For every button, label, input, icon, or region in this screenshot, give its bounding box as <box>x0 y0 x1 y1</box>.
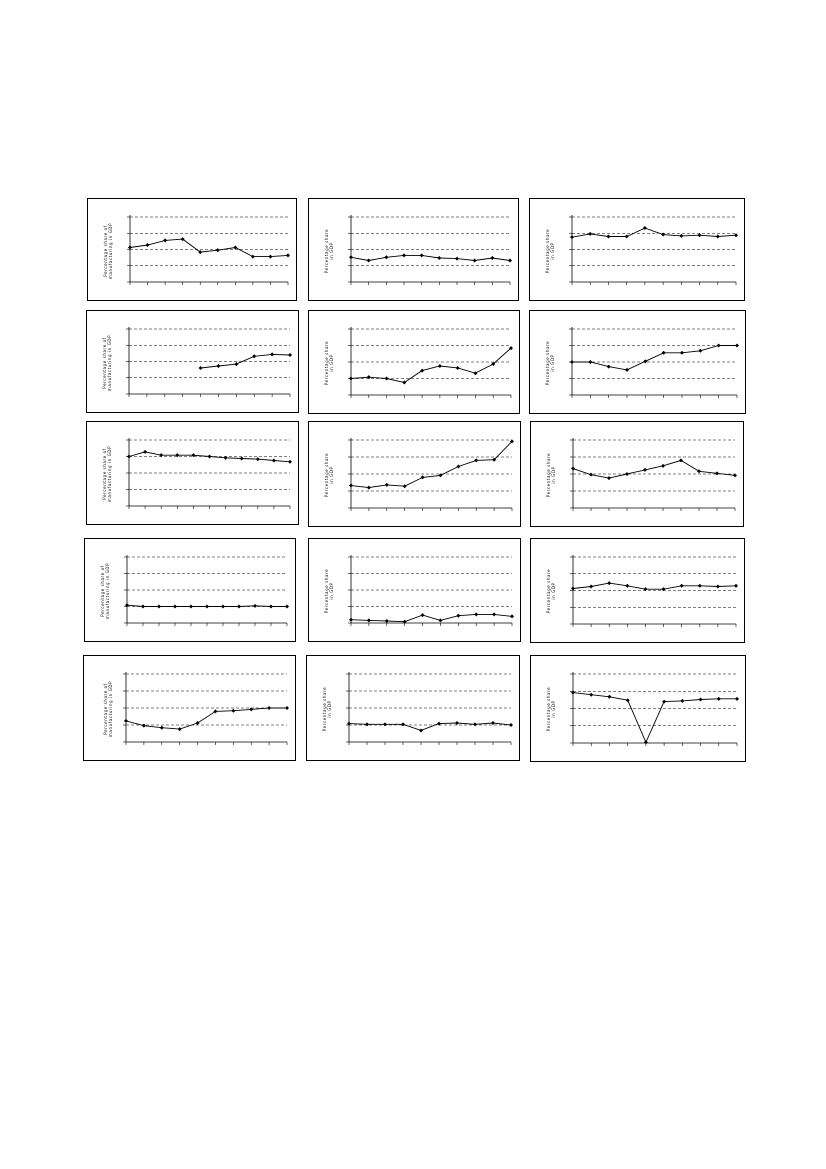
data-point <box>269 605 273 609</box>
chart-panel-14 <box>306 655 520 761</box>
chart-panel-3 <box>529 198 745 301</box>
chart-panel-5 <box>308 310 520 414</box>
line-chart <box>531 656 747 763</box>
data-point <box>349 484 353 488</box>
data-point <box>205 605 209 609</box>
chart-panel-2 <box>308 198 519 301</box>
data-point <box>385 619 389 623</box>
data-point <box>508 259 512 263</box>
data-point <box>437 256 441 260</box>
y-axis-label: Percentage share of manufacturing in GDP <box>100 562 110 620</box>
data-point <box>607 476 611 480</box>
data-point <box>233 246 237 250</box>
data-point <box>240 456 244 460</box>
data-point <box>698 349 702 353</box>
data-point <box>679 458 683 462</box>
data-point <box>734 233 738 237</box>
data-point <box>221 605 225 609</box>
line-chart <box>85 539 297 643</box>
y-axis-label: Percentage share in GDP <box>324 340 334 386</box>
data-point <box>680 351 684 355</box>
data-point <box>143 450 147 454</box>
data-point <box>160 726 164 730</box>
data-point <box>589 584 593 588</box>
data-point <box>367 486 371 490</box>
y-axis-label: Percentage share in GDP <box>324 452 334 498</box>
data-point <box>643 468 647 472</box>
chart-panel-13 <box>83 655 296 761</box>
data-point <box>402 253 406 257</box>
chart-panel-10 <box>84 538 296 642</box>
y-axis-label: Percentage share of manufacturing in GDP <box>102 334 112 392</box>
data-point <box>570 360 574 364</box>
data-point <box>473 259 477 263</box>
data-point <box>717 344 721 348</box>
data-point <box>571 586 575 590</box>
data-point <box>367 259 371 263</box>
data-point <box>699 698 703 702</box>
chart-panel-12 <box>530 538 745 643</box>
y-axis-label: Percentage share of manufacturing in GDP <box>103 222 113 280</box>
data-point <box>252 354 256 358</box>
data-point <box>349 255 353 259</box>
data-point <box>661 464 665 468</box>
data-point <box>385 377 389 381</box>
data-point <box>384 255 388 259</box>
data-point <box>420 253 424 257</box>
line-chart <box>531 539 746 644</box>
data-point <box>383 722 387 726</box>
data-point <box>285 605 289 609</box>
data-point <box>735 697 739 701</box>
data-point <box>438 618 442 622</box>
data-point <box>199 366 203 370</box>
line-chart <box>307 656 521 762</box>
data-point <box>237 605 241 609</box>
data-point <box>509 723 513 727</box>
data-point <box>288 460 292 464</box>
line-chart <box>531 422 745 528</box>
data-point <box>256 457 260 461</box>
y-axis-label: Percentage share in GDP <box>546 686 556 732</box>
line-chart <box>309 539 522 643</box>
data-point <box>680 584 684 588</box>
data-point <box>251 255 255 259</box>
chart-panel-15 <box>530 655 746 762</box>
data-point <box>268 255 272 259</box>
series-line <box>573 460 735 478</box>
chart-panel-7 <box>86 421 299 525</box>
data-point <box>234 362 238 366</box>
data-point <box>142 724 146 728</box>
data-point <box>288 353 292 357</box>
data-point <box>716 235 720 239</box>
series-line <box>573 583 736 589</box>
data-point <box>455 257 459 261</box>
data-point <box>253 604 257 608</box>
line-chart <box>309 311 521 415</box>
chart-panel-9 <box>530 421 744 527</box>
data-point <box>679 234 683 238</box>
chart-panel-1 <box>87 198 297 301</box>
data-point <box>128 246 132 250</box>
data-point <box>231 709 235 713</box>
data-point <box>456 366 460 370</box>
data-point <box>625 235 629 239</box>
data-point <box>473 722 477 726</box>
y-axis-label: Percentage share of manufacturing in GDP <box>103 680 113 738</box>
line-chart <box>309 199 520 302</box>
data-point <box>625 472 629 476</box>
series-line <box>351 348 511 382</box>
data-point <box>178 727 182 731</box>
data-point <box>643 359 647 363</box>
series-line <box>349 723 511 730</box>
chart-panel-4 <box>86 310 299 413</box>
data-point <box>367 618 371 622</box>
data-point <box>474 458 478 462</box>
series-line <box>351 441 512 487</box>
y-axis-label: Percentage share in GDP <box>324 228 334 274</box>
data-point <box>643 226 647 230</box>
data-point <box>662 351 666 355</box>
series-line <box>572 228 736 237</box>
line-chart <box>530 199 746 302</box>
data-point <box>626 698 630 702</box>
line-chart <box>87 422 300 526</box>
data-point <box>421 475 425 479</box>
data-point <box>625 368 629 372</box>
data-point <box>491 721 495 725</box>
series-line <box>572 346 737 370</box>
data-point <box>146 243 150 247</box>
data-point <box>717 697 721 701</box>
data-point <box>196 721 200 725</box>
data-point <box>349 618 353 622</box>
data-point <box>716 584 720 588</box>
data-point <box>267 706 271 710</box>
data-point <box>697 469 701 473</box>
data-point <box>189 605 193 609</box>
series-line <box>130 239 288 257</box>
data-point <box>570 235 574 239</box>
y-axis-label: Percentage share in GDP <box>546 568 556 614</box>
line-chart <box>84 656 297 762</box>
data-point <box>680 699 684 703</box>
y-axis-label: Percentage share in GDP <box>324 568 334 614</box>
series-line <box>126 708 287 729</box>
data-point <box>157 605 161 609</box>
data-point <box>571 467 575 471</box>
data-point <box>421 613 425 617</box>
data-point <box>490 256 494 260</box>
series-line <box>351 614 512 621</box>
data-point <box>216 248 220 252</box>
data-point <box>127 455 131 459</box>
series-line <box>351 255 510 260</box>
data-point <box>285 706 289 710</box>
data-point <box>456 614 460 618</box>
data-point <box>141 605 145 609</box>
chart-panel-11 <box>308 538 521 642</box>
data-point <box>349 377 353 381</box>
data-point <box>286 253 290 257</box>
chart-panel-8 <box>308 421 521 527</box>
data-point <box>625 584 629 588</box>
data-point <box>698 584 702 588</box>
data-point <box>698 233 702 237</box>
data-point <box>492 612 496 616</box>
data-point <box>124 719 128 723</box>
data-point <box>474 612 478 616</box>
data-point <box>365 722 369 726</box>
data-point <box>606 235 610 239</box>
data-point <box>715 471 719 475</box>
data-point <box>385 483 389 487</box>
y-axis-label: Percentage share in GDP <box>322 686 332 732</box>
data-point <box>401 722 405 726</box>
line-chart <box>87 311 300 414</box>
series-line <box>573 693 737 743</box>
line-chart <box>88 199 298 302</box>
data-point <box>163 238 167 242</box>
data-point <box>438 364 442 368</box>
data-point <box>173 605 177 609</box>
data-point <box>644 740 648 744</box>
data-point <box>734 584 738 588</box>
data-point <box>455 721 459 725</box>
y-axis-label: Percentage share in GDP <box>545 228 555 274</box>
data-point <box>589 693 593 697</box>
data-point <box>588 232 592 236</box>
data-point <box>473 371 477 375</box>
data-point <box>208 455 212 459</box>
data-point <box>607 581 611 585</box>
data-point <box>456 465 460 469</box>
y-axis-label: Percentage share in GDP <box>546 452 556 498</box>
data-point <box>272 458 276 462</box>
data-point <box>662 700 666 704</box>
data-point <box>419 728 423 732</box>
data-point <box>510 614 514 618</box>
data-point <box>270 352 274 356</box>
data-point <box>588 360 592 364</box>
data-point <box>403 484 407 488</box>
data-point <box>607 695 611 699</box>
y-axis-label: Percentage share in GDP <box>545 340 555 386</box>
data-point <box>607 365 611 369</box>
line-chart <box>530 311 747 415</box>
data-point <box>216 364 220 368</box>
chart-panel-6 <box>529 310 746 414</box>
y-axis-label: Percentage share of manufacturing in GDP <box>102 445 112 503</box>
line-chart <box>309 422 522 528</box>
data-point <box>589 473 593 477</box>
data-point <box>735 344 739 348</box>
